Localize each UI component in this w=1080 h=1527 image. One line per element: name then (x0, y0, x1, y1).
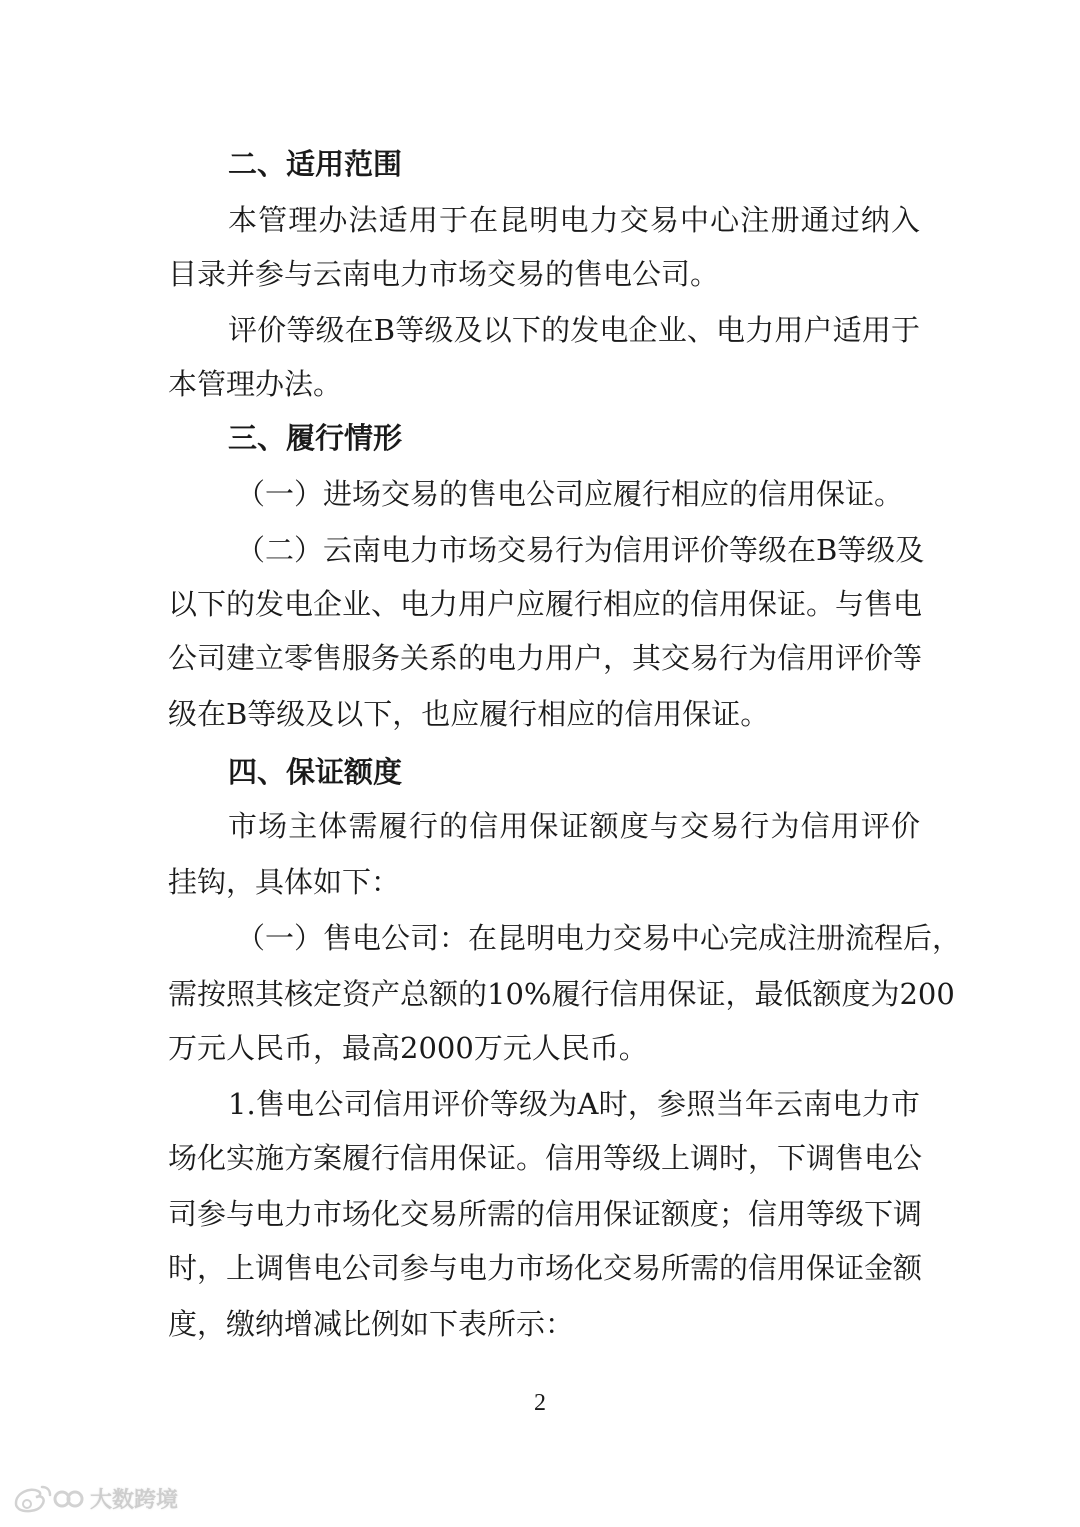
paragraph-line: 目录并参与云南电力市场交易的售电公司。 (168, 257, 720, 291)
paragraph-line: 度，缴纳增减比例如下表所示： (168, 1307, 575, 1341)
paragraph-line: 1.售电公司信用评价等级为A时，参照当年云南电力市 (228, 1087, 920, 1121)
weibo-logo-icon (12, 1481, 84, 1515)
paragraph-line: 本管理办法适用于在昆明电力交易中心注册通过纳入 (228, 203, 920, 237)
paragraph-line: 级在B等级及以下，也应履行相应的信用保证。 (168, 697, 770, 731)
paragraph-line: 需按照其核定资产总额的10%履行信用保证，最低额度为200 (168, 977, 955, 1011)
section-heading-amount: 四、保证额度 (228, 755, 403, 789)
watermark-text: 大数跨境 (90, 1487, 179, 1513)
paragraph-line: 公司建立零售服务关系的电力用户，其交易行为信用评价等 (168, 641, 923, 675)
paragraph-line: 市场主体需履行的信用保证额度与交易行为信用评价 (228, 809, 920, 843)
paragraph-line: （二）云南电力市场交易行为信用评价等级在B等级及 (236, 533, 925, 567)
section-heading-performance: 三、履行情形 (228, 421, 403, 455)
section-heading-scope: 二、适用范围 (228, 147, 403, 181)
paragraph-line: （一）售电公司：在昆明电力交易中心完成注册流程后， (236, 921, 962, 955)
paragraph-line: 评价等级在B等级及以下的发电企业、电力用户适用于 (228, 313, 920, 347)
paragraph-line: 司参与电力市场化交易所需的信用保证额度；信用等级下调 (168, 1197, 923, 1231)
paragraph-line: 以下的发电企业、电力用户应履行相应的信用保证。与售电 (168, 587, 923, 621)
page-number: 2 (534, 1390, 546, 1416)
paragraph-line: 场化实施方案履行信用保证。信用等级上调时，下调售电公 (168, 1141, 923, 1175)
paragraph-line: 时，上调售电公司参与电力市场化交易所需的信用保证金额 (168, 1251, 923, 1285)
paragraph-line: 挂钩，具体如下： (168, 865, 401, 899)
paragraph-line: 万元人民币，最高2000万元人民币。 (168, 1031, 648, 1065)
paragraph-line: 本管理办法。 (168, 367, 343, 401)
paragraph-line: （一）进场交易的售电公司应履行相应的信用保证。 (236, 477, 904, 511)
watermark (12, 1478, 178, 1518)
